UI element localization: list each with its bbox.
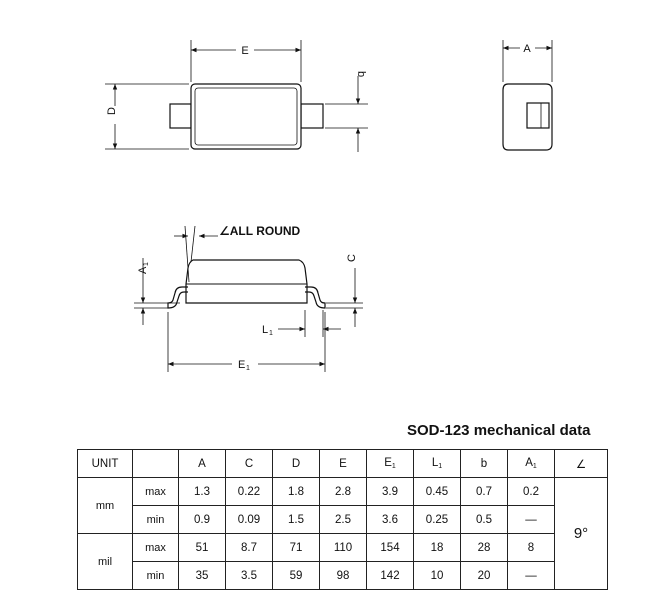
unit-mm: mm <box>78 478 133 534</box>
cell: 3.5 <box>226 562 273 590</box>
header-blank <box>133 450 179 478</box>
dim-label-E: E <box>241 45 249 57</box>
cell: 51 <box>179 534 226 562</box>
svg-text:1: 1 <box>246 365 250 372</box>
header-E: E <box>320 450 367 478</box>
header-angle: ∠ <box>555 450 608 478</box>
cell: 28 <box>461 534 508 562</box>
svg-text:1: 1 <box>269 330 273 337</box>
cell: 1.8 <box>273 478 320 506</box>
cell: 142 <box>367 562 414 590</box>
cell: 0.45 <box>414 478 461 506</box>
table-row <box>78 562 608 590</box>
cell: 20 <box>461 562 508 590</box>
dim-label-L1 <box>262 324 273 337</box>
header-A: A <box>179 450 226 478</box>
header-A1: $A_1$ <box>508 450 555 478</box>
cell: 0.25 <box>414 506 461 534</box>
end-view <box>503 40 552 150</box>
cell: 8.7 <box>226 534 273 562</box>
header-D: D <box>273 450 320 478</box>
cell: — <box>508 506 555 534</box>
row-label: min <box>133 562 179 590</box>
cell: 2.8 <box>320 478 367 506</box>
side-view-left-lead <box>168 287 188 308</box>
unit-mil: mil <box>78 534 133 590</box>
dim-label-b: b <box>355 70 367 78</box>
cell: 3.9 <box>367 478 414 506</box>
header-b: b <box>461 450 508 478</box>
cell: 98 <box>320 562 367 590</box>
angle-value: 9° <box>555 478 608 590</box>
svg-text:L: L <box>262 324 269 336</box>
cell: 1.3 <box>179 478 226 506</box>
table-row <box>78 506 608 534</box>
top-view-right-lead <box>301 104 323 128</box>
dim-label-C: C <box>346 254 358 262</box>
row-label: max <box>133 478 179 506</box>
cell: 154 <box>367 534 414 562</box>
cell: 3.6 <box>367 506 414 534</box>
cell: 0.9 <box>179 506 226 534</box>
cell: 0.2 <box>508 478 555 506</box>
cell: 0.09 <box>226 506 273 534</box>
row-label: max <box>133 534 179 562</box>
note-all-round: ∠ALL ROUND <box>219 224 301 238</box>
side-view-right-lead <box>305 287 325 308</box>
cell: 1.5 <box>273 506 320 534</box>
cell: 2.5 <box>320 506 367 534</box>
cell: 0.5 <box>461 506 508 534</box>
cell: 71 <box>273 534 320 562</box>
end-view-lead <box>527 103 549 128</box>
header-unit: UNIT <box>78 450 133 478</box>
cell: 35 <box>179 562 226 590</box>
table-header-row <box>78 450 608 478</box>
header-L1: $L_1$ <box>414 450 461 478</box>
dim-label-E1 <box>238 359 250 372</box>
top-view <box>105 40 368 152</box>
top-view-body <box>191 84 301 149</box>
dim-label-D: D <box>106 107 118 115</box>
cell: 110 <box>320 534 367 562</box>
cell: 0.22 <box>226 478 273 506</box>
dim-label-A: A <box>523 43 531 55</box>
header-E1: $E_1$ <box>367 450 414 478</box>
cell: 8 <box>508 534 555 562</box>
header-C: C <box>226 450 273 478</box>
table-row <box>78 478 608 506</box>
svg-text:E: E <box>238 359 246 371</box>
side-view <box>134 226 363 372</box>
top-view-left-lead <box>170 104 191 128</box>
table-title: SOD-123 mechanical data <box>407 422 591 439</box>
cell: 0.7 <box>461 478 508 506</box>
svg-text:A: A <box>137 266 149 274</box>
svg-text:1: 1 <box>143 262 150 266</box>
cell: — <box>508 562 555 590</box>
dimensions-table <box>77 449 608 590</box>
dim-label-A1 <box>137 262 150 274</box>
table-row <box>78 534 608 562</box>
cell: 59 <box>273 562 320 590</box>
row-label: min <box>133 506 179 534</box>
cell: 10 <box>414 562 461 590</box>
side-view-body <box>186 260 307 303</box>
cell: 18 <box>414 534 461 562</box>
